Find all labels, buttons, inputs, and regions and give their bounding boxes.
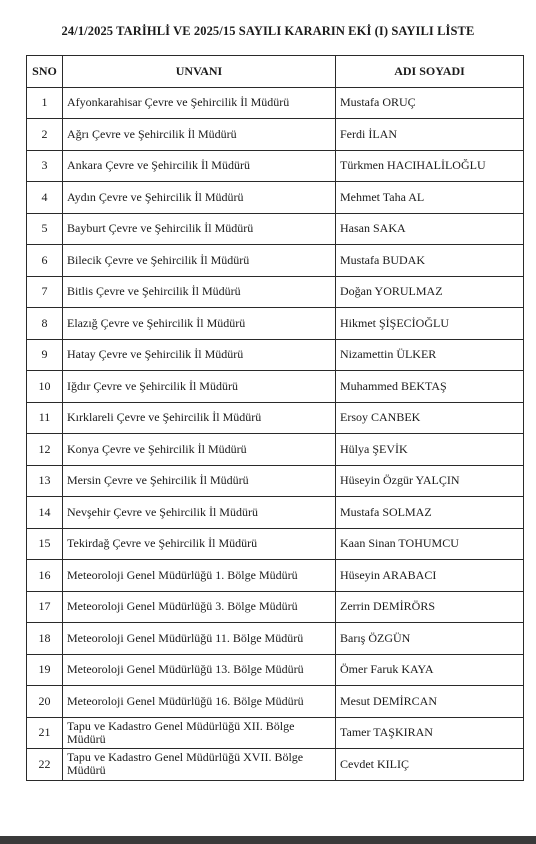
- cell-adi-soyadi: Hüseyin Özgür YALÇIN: [336, 465, 524, 497]
- table-row: [27, 182, 524, 214]
- cell-unvan: Iğdır Çevre ve Şehircilik İl Müdürü: [63, 371, 336, 403]
- table-row: [27, 623, 524, 655]
- cell-sno: 14: [27, 497, 63, 529]
- cell-sno: 22: [27, 749, 63, 781]
- cell-unvan: Kırklareli Çevre ve Şehircilik İl Müdürü: [63, 402, 336, 434]
- cell-adi-soyadi: Kaan Sinan TOHUMCU: [336, 528, 524, 560]
- table-row: [27, 560, 524, 592]
- cell-unvan: Meteoroloji Genel Müdürlüğü 3. Bölge Müdürü: [63, 591, 336, 623]
- cell-sno: 8: [27, 308, 63, 340]
- cell-sno: 13: [27, 465, 63, 497]
- cell-adi-soyadi: Zerrin DEMİRÖRS: [336, 591, 524, 623]
- cell-unvan: Meteoroloji Genel Müdürlüğü 1. Bölge Müdürü: [63, 560, 336, 592]
- cell-unvan: Meteoroloji Genel Müdürlüğü 11. Bölge Müdürü: [63, 623, 336, 655]
- cell-adi-soyadi: Mustafa ORUÇ: [336, 87, 524, 119]
- cell-unvan: Konya Çevre ve Şehircilik İl Müdürü: [63, 434, 336, 466]
- cell-adi-soyadi: Doğan YORULMAZ: [336, 276, 524, 308]
- cell-sno: 9: [27, 339, 63, 371]
- cell-adi-soyadi: Mehmet Taha AL: [336, 182, 524, 214]
- cell-unvan: Hatay Çevre ve Şehircilik İl Müdürü: [63, 339, 336, 371]
- table-row: [27, 591, 524, 623]
- cell-unvan: Meteoroloji Genel Müdürlüğü 13. Bölge Müdürü: [63, 654, 336, 686]
- table-row: [27, 119, 524, 151]
- table-row: [27, 87, 524, 119]
- table-row: [27, 654, 524, 686]
- cell-unvan: Meteoroloji Genel Müdürlüğü 16. Bölge Müdürü: [63, 686, 336, 718]
- cell-adi-soyadi: Hülya ŞEVİK: [336, 434, 524, 466]
- cell-sno: 11: [27, 402, 63, 434]
- table-row: [27, 465, 524, 497]
- cell-sno: 6: [27, 245, 63, 277]
- cell-adi-soyadi: Cevdet KILIÇ: [336, 749, 524, 781]
- cell-adi-soyadi: Hüseyin ARABACI: [336, 560, 524, 592]
- cell-sno: 15: [27, 528, 63, 560]
- cell-unvan: Tapu ve Kadastro Genel Müdürlüğü XVII. Bölge Müdürü: [63, 749, 336, 781]
- cell-adi-soyadi: Ömer Faruk KAYA: [336, 654, 524, 686]
- cell-adi-soyadi: Muhammed BEKTAŞ: [336, 371, 524, 403]
- cell-unvan: Tekirdağ Çevre ve Şehircilik İl Müdürü: [63, 528, 336, 560]
- cell-sno: 12: [27, 434, 63, 466]
- cell-sno: 19: [27, 654, 63, 686]
- cell-sno: 2: [27, 119, 63, 151]
- cell-adi-soyadi: Hasan SAKA: [336, 213, 524, 245]
- cell-sno: 1: [27, 87, 63, 119]
- cell-adi-soyadi: Mustafa SOLMAZ: [336, 497, 524, 529]
- table-row: [27, 686, 524, 718]
- table-row: [27, 749, 524, 781]
- table-row: [27, 434, 524, 466]
- table-row: [27, 308, 524, 340]
- cell-sno: 17: [27, 591, 63, 623]
- table-row: [27, 497, 524, 529]
- cell-sno: 7: [27, 276, 63, 308]
- cell-sno: 5: [27, 213, 63, 245]
- cell-unvan: Ağrı Çevre ve Şehircilik İl Müdürü: [63, 119, 336, 151]
- cell-adi-soyadi: Nizamettin ÜLKER: [336, 339, 524, 371]
- table-row: [27, 402, 524, 434]
- cell-sno: 3: [27, 150, 63, 182]
- cell-unvan: Afyonkarahisar Çevre ve Şehircilik İl Müdürü: [63, 87, 336, 119]
- table-row: [27, 245, 524, 277]
- cell-sno: 21: [27, 717, 63, 749]
- column-header-sno: SNO: [27, 56, 63, 88]
- cell-sno: 4: [27, 182, 63, 214]
- table-row: [27, 717, 524, 749]
- page-bottom-edge: [0, 836, 536, 844]
- cell-adi-soyadi: Türkmen HACIHALİLOĞLU: [336, 150, 524, 182]
- table-body: [27, 87, 524, 780]
- cell-adi-soyadi: Ferdi İLAN: [336, 119, 524, 151]
- cell-sno: 16: [27, 560, 63, 592]
- table-row: [27, 528, 524, 560]
- cell-unvan: Tapu ve Kadastro Genel Müdürlüğü XII. Bölge Müdürü: [63, 717, 336, 749]
- table-header-row: [27, 56, 524, 88]
- cell-unvan: Bayburt Çevre ve Şehircilik İl Müdürü: [63, 213, 336, 245]
- cell-unvan: Aydın Çevre ve Şehircilik İl Müdürü: [63, 182, 336, 214]
- cell-sno: 20: [27, 686, 63, 718]
- cell-adi-soyadi: Hikmet ŞİŞECİOĞLU: [336, 308, 524, 340]
- table-row: [27, 339, 524, 371]
- cell-adi-soyadi: Ersoy CANBEK: [336, 402, 524, 434]
- appointment-table: [26, 55, 524, 781]
- cell-unvan: Nevşehir Çevre ve Şehircilik İl Müdürü: [63, 497, 336, 529]
- cell-adi-soyadi: Tamer TAŞKIRAN: [336, 717, 524, 749]
- table-row: [27, 150, 524, 182]
- cell-unvan: Bilecik Çevre ve Şehircilik İl Müdürü: [63, 245, 336, 277]
- table-row: [27, 276, 524, 308]
- cell-sno: 10: [27, 371, 63, 403]
- column-header-unvan: UNVANI: [63, 56, 336, 88]
- cell-unvan: Mersin Çevre ve Şehircilik İl Müdürü: [63, 465, 336, 497]
- cell-unvan: Bitlis Çevre ve Şehircilik İl Müdürü: [63, 276, 336, 308]
- table-row: [27, 371, 524, 403]
- cell-adi-soyadi: Mustafa BUDAK: [336, 245, 524, 277]
- cell-sno: 18: [27, 623, 63, 655]
- table-row: [27, 213, 524, 245]
- column-header-adi-soyadi: ADI SOYADI: [336, 56, 524, 88]
- cell-unvan: Ankara Çevre ve Şehircilik İl Müdürü: [63, 150, 336, 182]
- cell-adi-soyadi: Barış ÖZGÜN: [336, 623, 524, 655]
- cell-adi-soyadi: Mesut DEMİRCAN: [336, 686, 524, 718]
- cell-unvan: Elazığ Çevre ve Şehircilik İl Müdürü: [63, 308, 336, 340]
- document-title: 24/1/2025 TARİHLİ VE 2025/15 SAYILI KARARIN EKİ (I) SAYILI LİSTE: [61, 24, 475, 38]
